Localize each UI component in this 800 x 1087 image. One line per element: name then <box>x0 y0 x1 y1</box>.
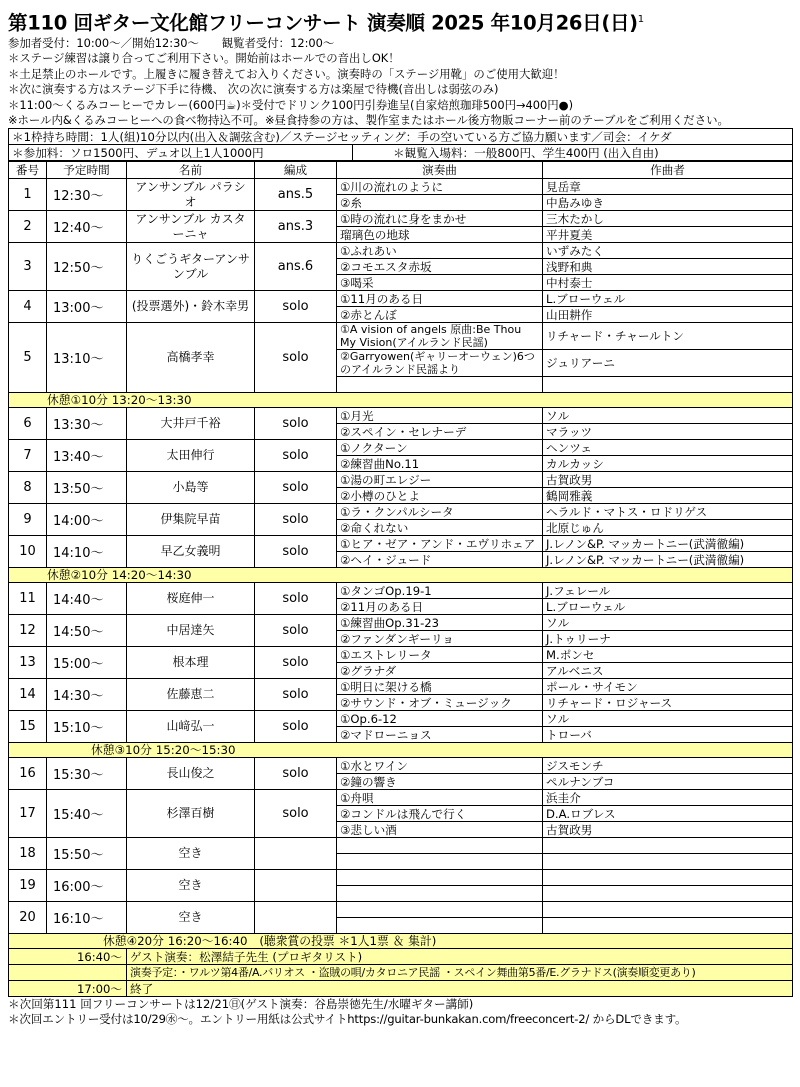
performer-time: 14:00～ <box>47 504 127 536</box>
piece-title: ②サウンド・オブ・ミュージック <box>337 695 543 711</box>
table-row <box>9 504 793 520</box>
performer-form: solo <box>255 615 337 647</box>
performer-name: りくごうギターアンサンブル <box>127 243 255 291</box>
performer-time: 14:40～ <box>47 583 127 615</box>
performer-form: solo <box>255 790 337 838</box>
table-row <box>9 408 793 424</box>
piece-title: ②赤とんぼ <box>337 307 543 323</box>
performer-name: 杉澤百樹 <box>127 790 255 838</box>
piece-composer: J.レノン&P. マッカートニー(武満徹編) <box>543 552 793 568</box>
performer-name: 根本理 <box>127 647 255 679</box>
table-row <box>9 711 793 727</box>
table-row <box>9 440 793 456</box>
piece-title: 瑠璃色の地球 <box>337 227 543 243</box>
piece-composer: ペルナンブコ <box>543 774 793 790</box>
piece-composer: ソル <box>543 711 793 727</box>
header-composer: 作曲者 <box>543 162 793 179</box>
table-row <box>9 870 793 886</box>
table-row <box>9 583 793 599</box>
piece-title: ①Op.6-12 <box>337 711 543 727</box>
performer-no: 3 <box>9 243 47 291</box>
piece-composer: アルベニス <box>543 663 793 679</box>
performer-form: solo <box>255 472 337 504</box>
performer-no: 4 <box>9 291 47 323</box>
performer-time: 13:10～ <box>47 323 127 393</box>
piece-title: ①ヒア・ゼア・アンド・エヴリホェア <box>337 536 543 552</box>
performer-time: 14:10～ <box>47 536 127 568</box>
piece-title: ③喝采 <box>337 275 543 291</box>
performer-no: 14 <box>9 679 47 711</box>
piece-title: ①11月のある日 <box>337 291 543 307</box>
piece-composer: J.トゥリーナ <box>543 631 793 647</box>
piece-title: ①湯の町エレジー <box>337 472 543 488</box>
break-label: 休憩②10分 14:20～14:30 <box>9 568 793 583</box>
piece-composer: 北原じゅん <box>543 520 793 536</box>
performer-form: solo <box>255 711 337 743</box>
table-row <box>9 536 793 552</box>
break-row <box>9 743 793 758</box>
next-concert-note: ＊次回第111 回フリーコンサートは12/21㊐(ゲスト演奏：谷島崇徳先生/水曜ギター講師) <box>8 997 474 1012</box>
piece-title: ①川の流れのように <box>337 179 543 195</box>
performer-name: 大井戸千裕 <box>127 408 255 440</box>
piece-title: ①エストレリータ <box>337 647 543 663</box>
piece-composer: 見岳章 <box>543 179 793 195</box>
piece-composer: マラッツ <box>543 424 793 440</box>
piece-composer: カルカッシ <box>543 456 793 472</box>
piece-composer <box>543 902 793 918</box>
performer-form <box>255 902 337 934</box>
piece-title <box>337 838 543 854</box>
piece-title: ②コンドルは飛んで行く <box>337 806 543 822</box>
piece-composer: いずみたく <box>543 243 793 259</box>
performer-time: 13:50～ <box>47 472 127 504</box>
piece-title: ①ふれあい <box>337 243 543 259</box>
break-label: 休憩③10分 15:20～15:30 <box>9 743 793 758</box>
header-no: 番号 <box>9 162 47 179</box>
note-line: ※ホール内&くるみコーヒーへの食べ物持込不可。※昼食持参の方は、製作室またはホール後方物販コーナー前のテーブルをご利用ください。 <box>8 113 729 128</box>
performer-no: 11 <box>9 583 47 615</box>
piece-title: ①練習曲Op.31-23 <box>337 615 543 631</box>
performer-no: 20 <box>9 902 47 934</box>
performer-time: 16:00～ <box>47 870 127 902</box>
performer-form: solo <box>255 504 337 536</box>
guest-section <box>9 949 793 997</box>
piece-composer: 平井夏美 <box>543 227 793 243</box>
performer-form: solo <box>255 583 337 615</box>
piece-composer <box>543 377 793 393</box>
piece-composer: M.ポンセ <box>543 647 793 663</box>
performer-name: (投票選外)・鈴木幸男 <box>127 291 255 323</box>
piece-composer: ヘラルド・マトス・ロドリゲス <box>543 504 793 520</box>
performer-no: 18 <box>9 838 47 870</box>
piece-title: ①明日に架ける橋 <box>337 679 543 695</box>
guest-row <box>9 949 793 965</box>
performer-time: 14:30～ <box>47 679 127 711</box>
performer-time: 15:10～ <box>47 711 127 743</box>
piece-composer: ジスモンチ <box>543 758 793 774</box>
piece-title: ②鐘の響き <box>337 774 543 790</box>
header-piece: 演奏曲 <box>337 162 543 179</box>
performer-name: アンサンブル パラシオ <box>127 179 255 211</box>
performer-form: ans.3 <box>255 211 337 243</box>
performer-no: 17 <box>9 790 47 838</box>
break-row <box>9 568 793 583</box>
performer-no: 5 <box>9 323 47 393</box>
table-row <box>9 647 793 663</box>
performer-time: 12:50～ <box>47 243 127 291</box>
piece-title: ②グラナダ <box>337 663 543 679</box>
piece-title <box>337 886 543 902</box>
piece-composer: ジュリアーニ <box>543 350 793 377</box>
performer-name: 空き <box>127 870 255 902</box>
piece-title <box>337 918 543 934</box>
performer-name: 中居達矢 <box>127 615 255 647</box>
next-info <box>8 997 792 1027</box>
piece-title: ②命くれない <box>337 520 543 536</box>
piece-title: ②スペイン・セレナーデ <box>337 424 543 440</box>
piece-composer: リチャード・ロジャース <box>543 695 793 711</box>
table-row <box>9 472 793 488</box>
program-sheet <box>8 0 792 1027</box>
info-fee: ＊参加料：ソロ1500円、デュオ以上1人1000円 <box>9 145 353 161</box>
performer-form: ans.6 <box>255 243 337 291</box>
performer-name: 長山俊之 <box>127 758 255 790</box>
performer-name: 小島等 <box>127 472 255 504</box>
performer-form <box>255 870 337 902</box>
title-text: 第110 回ギター文化館フリーコンサート 演奏順 2025 年10月26日(日) <box>8 11 638 35</box>
piece-title: ②ヘイ・ジュード <box>337 552 543 568</box>
piece-composer: ソル <box>543 615 793 631</box>
table-row <box>9 902 793 918</box>
table-row <box>9 179 793 195</box>
header-form: 編成 <box>255 162 337 179</box>
piece-title: ①舟唄 <box>337 790 543 806</box>
performer-time: 13:40～ <box>47 440 127 472</box>
performer-no: 9 <box>9 504 47 536</box>
performer-name: 空き <box>127 838 255 870</box>
piece-composer: 浜圭介 <box>543 790 793 806</box>
page-title <box>8 0 792 36</box>
table-row <box>9 291 793 307</box>
performer-name: 山﨑弘一 <box>127 711 255 743</box>
performer-no: 7 <box>9 440 47 472</box>
table-row <box>9 679 793 695</box>
title-corner-mark: 1 <box>637 14 644 25</box>
performer-name: 高橋孝幸 <box>127 323 255 393</box>
performer-form: ans.5 <box>255 179 337 211</box>
piece-composer: 山田耕作 <box>543 307 793 323</box>
performer-name: 空き <box>127 902 255 934</box>
schedule-body <box>9 179 793 949</box>
performer-name: 桜庭伸一 <box>127 583 255 615</box>
piece-composer: J.レノン&P. マッカートニー(武満徹編) <box>543 536 793 552</box>
piece-composer: 中島みゆき <box>543 195 793 211</box>
piece-composer: D.A.ロブレス <box>543 806 793 822</box>
guest-performer: ゲスト演奏：松澤結子先生 (プロギタリスト) <box>127 949 793 965</box>
performer-time: 13:00～ <box>47 291 127 323</box>
performer-no: 16 <box>9 758 47 790</box>
header-name: 名前 <box>127 162 255 179</box>
guest-program: 演奏予定：・ワルツ第4番/A.バリオス ・盗賊の唄/カタロニア民謡 ・スペイン舞曲第5番/E.グラナドス(演奏順変更あり) <box>127 965 793 981</box>
break-label: 休憩①10分 13:20～13:30 <box>9 393 793 408</box>
piece-composer <box>543 854 793 870</box>
performer-no: 15 <box>9 711 47 743</box>
performer-no: 2 <box>9 211 47 243</box>
piece-title <box>337 854 543 870</box>
piece-title: ①水とワイン <box>337 758 543 774</box>
table-row <box>9 323 793 350</box>
piece-title: ②糸 <box>337 195 543 211</box>
break-label: 休憩④20分 16:20～16:40 (聴衆賞の投票 ＊1人1票 ＆ 集計) <box>9 934 793 949</box>
performer-name: 早乙女義明 <box>127 536 255 568</box>
table-row <box>9 243 793 259</box>
piece-composer: 鶴岡雅義 <box>543 488 793 504</box>
next-entry-note: ＊次回エントリー受付は10/29㊌～。エントリー用紙は公式サイトhttps://guitar-bunkakan.com/freeconcert-2/ からDLできます。 <box>8 1012 687 1027</box>
piece-title <box>337 377 543 393</box>
note-line: ＊ステージ練習は譲り合ってご利用下さい。開始前はホールでの音出しOK！ <box>8 51 400 66</box>
performer-time: 12:40～ <box>47 211 127 243</box>
table-row <box>9 838 793 854</box>
piece-title: ②小樽のひとよ <box>337 488 543 504</box>
performer-time: 12:30～ <box>47 179 127 211</box>
header-time: 予定時間 <box>47 162 127 179</box>
piece-title: ②練習曲No.11 <box>337 456 543 472</box>
piece-title: ①タンゴOp.19-1 <box>337 583 543 599</box>
schedule-header <box>9 162 793 179</box>
performer-no: 10 <box>9 536 47 568</box>
performer-no: 6 <box>9 408 47 440</box>
performer-time: 15:50～ <box>47 838 127 870</box>
schedule-table <box>8 161 793 997</box>
performer-time: 15:40～ <box>47 790 127 838</box>
performer-no: 8 <box>9 472 47 504</box>
piece-composer: ヘンツェ <box>543 440 793 456</box>
piece-title: ②コモエスタ赤坂 <box>337 259 543 275</box>
break-row <box>9 934 793 949</box>
piece-title: ③悲しい酒 <box>337 822 543 838</box>
info-admission: ＊観覧入場料：一般800円、学生400円 (出入自由) <box>353 145 793 161</box>
table-row <box>9 758 793 774</box>
note-line: 参加者受付：10:00～／開始12:30～ 観覧者受付：12:00～ <box>8 36 335 50</box>
performer-name: 太田伸行 <box>127 440 255 472</box>
performer-no: 1 <box>9 179 47 211</box>
performer-name: アンサンブル カスターニャ <box>127 211 255 243</box>
performer-time: 16:10～ <box>47 902 127 934</box>
performer-no: 12 <box>9 615 47 647</box>
performer-form: solo <box>255 758 337 790</box>
performer-form: solo <box>255 408 337 440</box>
piece-composer <box>543 918 793 934</box>
table-row <box>9 615 793 631</box>
performer-time: 15:30～ <box>47 758 127 790</box>
guest-time: 16:40～ <box>9 949 127 965</box>
piece-title: ①A vision of angels 原曲:Be Thou My Vision(アイルランド民謡) <box>337 323 543 350</box>
note-line: ＊11:00～くるみコーヒーでカレー(600円☕)＊受付でドリンク100円引券進呈(自家焙煎珈琲500円→400円●) <box>8 97 574 112</box>
piece-composer: 三木たかし <box>543 211 793 227</box>
piece-composer <box>543 870 793 886</box>
piece-title: ①時の流れに身をまかせ <box>337 211 543 227</box>
performer-form <box>255 838 337 870</box>
performer-form: solo <box>255 291 337 323</box>
info-table <box>8 128 793 161</box>
performer-no: 19 <box>9 870 47 902</box>
piece-composer <box>543 886 793 902</box>
performer-time: 13:30～ <box>47 408 127 440</box>
guest-program-row <box>9 965 793 981</box>
piece-composer: L.ブローウェル <box>543 599 793 615</box>
piece-title <box>337 902 543 918</box>
table-row <box>9 790 793 806</box>
performer-name: 伊集院早苗 <box>127 504 255 536</box>
piece-title: ①ノクターン <box>337 440 543 456</box>
piece-composer: ソル <box>543 408 793 424</box>
note-line: ＊次に演奏する方はステージ下手に待機、 次の次に演奏する方は楽屋で待機(音出しは弱弦のみ) <box>8 82 499 97</box>
info-line-1: ＊1枠持ち時間：1人(組)10分以内(出入＆調弦含む)／ステージセッティング：手の空いている方ご協力願います／司会：イケダ <box>9 129 793 145</box>
piece-title: ②ファンダンギーリョ <box>337 631 543 647</box>
piece-composer: リチャード・チャールトン <box>543 323 793 350</box>
piece-title <box>337 870 543 886</box>
end-label: 終了 <box>127 981 793 997</box>
table-row <box>9 211 793 227</box>
piece-composer <box>543 838 793 854</box>
piece-title: ②11月のある日 <box>337 599 543 615</box>
performer-no: 13 <box>9 647 47 679</box>
piece-title: ①ラ・クンパルシータ <box>337 504 543 520</box>
performer-form: solo <box>255 536 337 568</box>
piece-composer: 古賀政男 <box>543 822 793 838</box>
piece-title: ②Garryowen(ギャリーオーウェン)6つのアイルランド民謡より <box>337 350 543 377</box>
piece-composer: L.ブローウェル <box>543 291 793 307</box>
piece-composer: ポール・サイモン <box>543 679 793 695</box>
notes-block <box>8 36 792 128</box>
piece-composer: 中村泰士 <box>543 275 793 291</box>
end-row <box>9 981 793 997</box>
piece-title: ②マドローニョス <box>337 727 543 743</box>
performer-form: solo <box>255 440 337 472</box>
break-row <box>9 393 793 408</box>
piece-title: ①月光 <box>337 408 543 424</box>
performer-form: solo <box>255 679 337 711</box>
piece-composer: トローバ <box>543 727 793 743</box>
note-line: ＊土足禁止のホールです。上履きに履き替えてお入りください。演奏時の「ステージ用靴」のご使用大歓迎！ <box>8 66 565 81</box>
performer-form: solo <box>255 647 337 679</box>
piece-composer: 浅野和典 <box>543 259 793 275</box>
performer-form: solo <box>255 323 337 393</box>
piece-composer: J.フェレール <box>543 583 793 599</box>
piece-composer: 古賀政男 <box>543 472 793 488</box>
performer-name: 佐藤恵二 <box>127 679 255 711</box>
performer-time: 14:50～ <box>47 615 127 647</box>
performer-time: 15:00～ <box>47 647 127 679</box>
end-time: 17:00～ <box>9 981 127 997</box>
